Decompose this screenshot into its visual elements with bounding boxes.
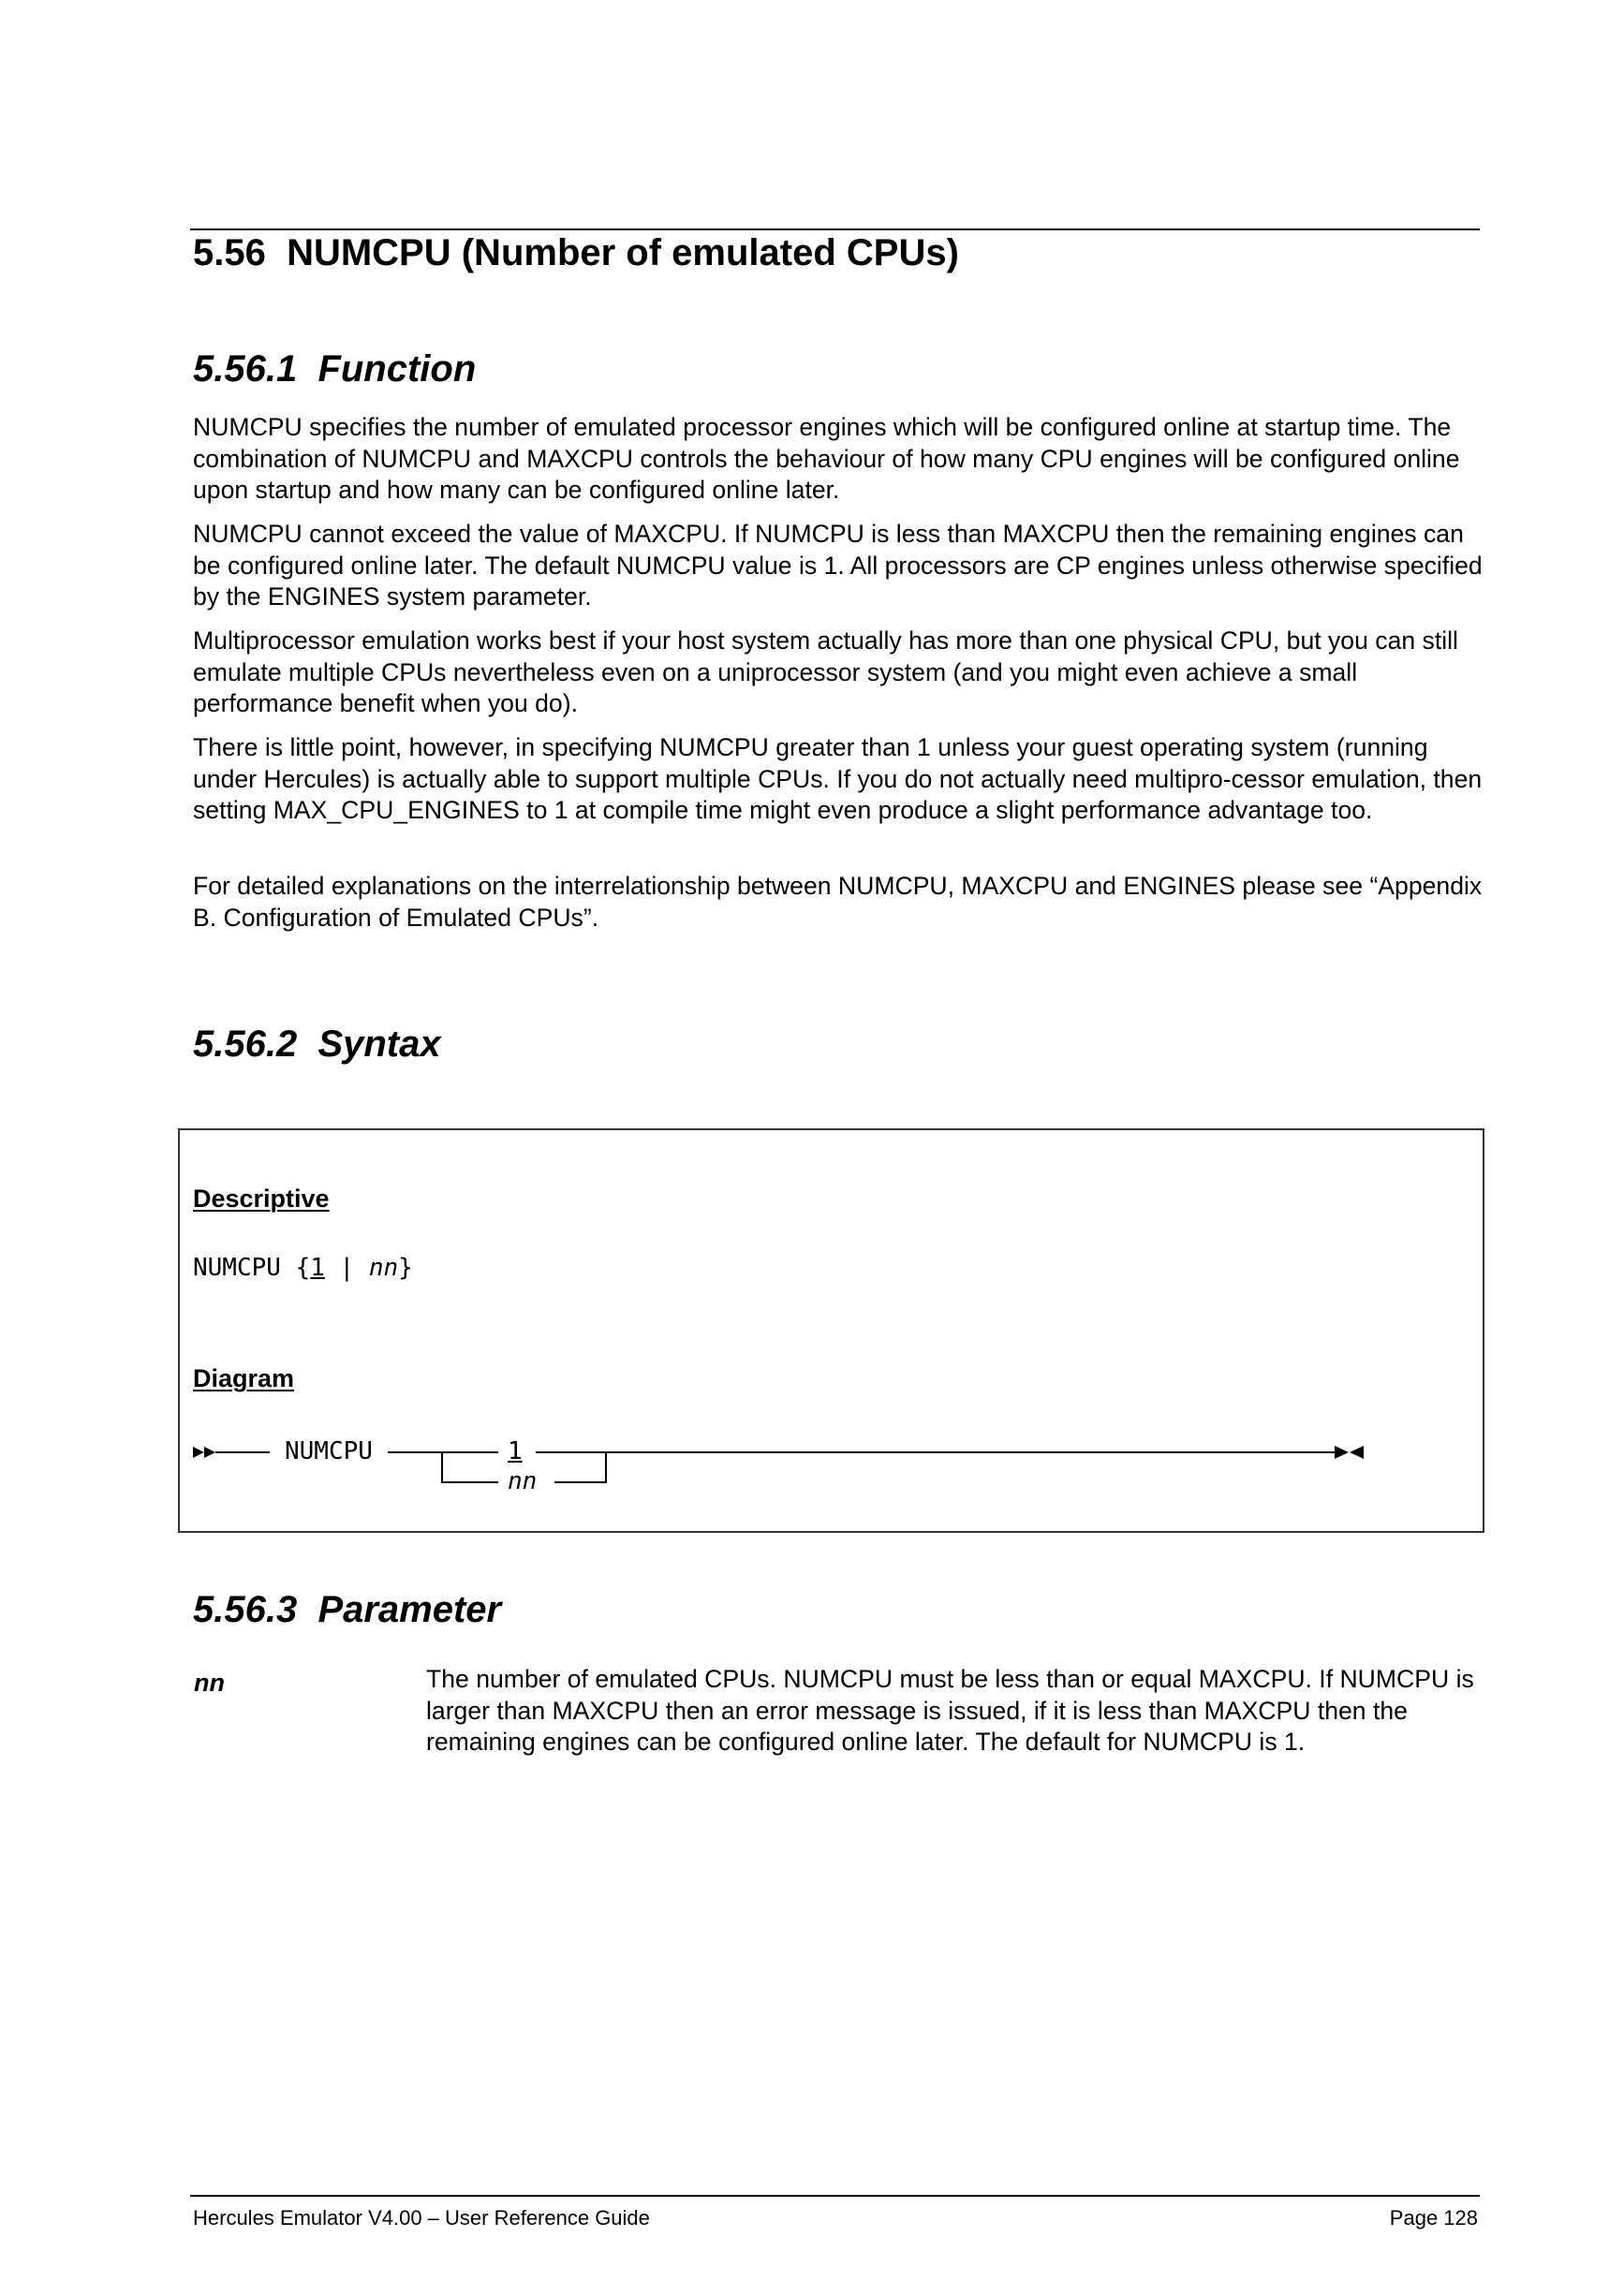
diagram-keyword: NUMCPU bbox=[285, 1437, 373, 1465]
function-paragraph-4: There is little point, however, in specifying NUMCPU greater than 1 unless your guest operating system (running under Hercules) is actually able to support multiple CPUs. If you do not actually need multipro-cessor emulation, then setting MAX_CPU_ENGINES to 1 at compile time might even produce a slight performance advantage too. bbox=[193, 733, 1483, 824]
syntax-box bbox=[178, 1128, 1484, 1533]
footer-rule bbox=[190, 2195, 1480, 2197]
page-number: Page 128 bbox=[1389, 2206, 1478, 2230]
footer-title: Hercules Emulator V4.00 – User Reference Guide bbox=[193, 2206, 650, 2230]
syntax-heading: 5.56.2 Syntax bbox=[193, 1023, 441, 1065]
separator: | bbox=[339, 1254, 355, 1282]
descriptive-label: Descriptive bbox=[193, 1185, 330, 1213]
parameter-name: nn bbox=[194, 1669, 225, 1697]
diagram-label: Diagram bbox=[193, 1364, 295, 1392]
parameter-description: The number of emulated CPUs. NUMCPU must be less than or equal MAXCPU. If NUMCPU is larger than MAXCPU then an error message is issued, if it is less than MAXCPU then the remaining engines can be configured online later. The default for NUMCPU is 1. bbox=[426, 1665, 1474, 1756]
descriptive-default-value: 1 bbox=[310, 1254, 325, 1282]
diagram-alt-value: nn bbox=[508, 1467, 538, 1495]
descriptive-keyword: NUMCPU bbox=[193, 1254, 281, 1282]
descriptive-syntax bbox=[193, 1254, 413, 1282]
function-heading: 5.56.1 Function bbox=[193, 348, 477, 390]
section-title: 5.56 NUMCPU (Number of emulated CPUs) bbox=[193, 232, 959, 273]
diagram-default-value: 1 bbox=[508, 1437, 523, 1465]
header-rule bbox=[190, 228, 1480, 230]
function-paragraph-3: Multiprocessor emulation works best if your host system actually has more than one physical CPU, but you can still emulate multiple CPUs nevertheless even on a uniprocessor system (and you might even achieve a small performance benefit when you do). bbox=[193, 626, 1458, 717]
close-brace: } bbox=[398, 1254, 413, 1282]
parameter-heading: 5.56.3 Parameter bbox=[193, 1589, 502, 1630]
function-paragraph-2: NUMCPU cannot exceed the value of MAXCPU. If NUMCPU is less than MAXCPU then the remaining engines can be configured online later. The default NUMCPU value is 1. All processors are CP engines unless otherwise specified by the ENGINES system parameter. bbox=[193, 520, 1483, 611]
descriptive-alt-value: nn bbox=[368, 1254, 399, 1282]
open-brace: { bbox=[295, 1254, 311, 1282]
function-paragraph-1: NUMCPU specifies the number of emulated processor engines which will be configured online at startup time. The combination of NUMCPU and MAXCPU controls the behaviour of how many CPU engines will be configured online upon startup and how many can be configured online later. bbox=[193, 413, 1460, 504]
function-paragraph-5: For detailed explanations on the interrelationship between NUMCPU, MAXCPU and ENGINES please see “Appendix B. Configuration of Emulated CPUs”. bbox=[193, 872, 1483, 932]
